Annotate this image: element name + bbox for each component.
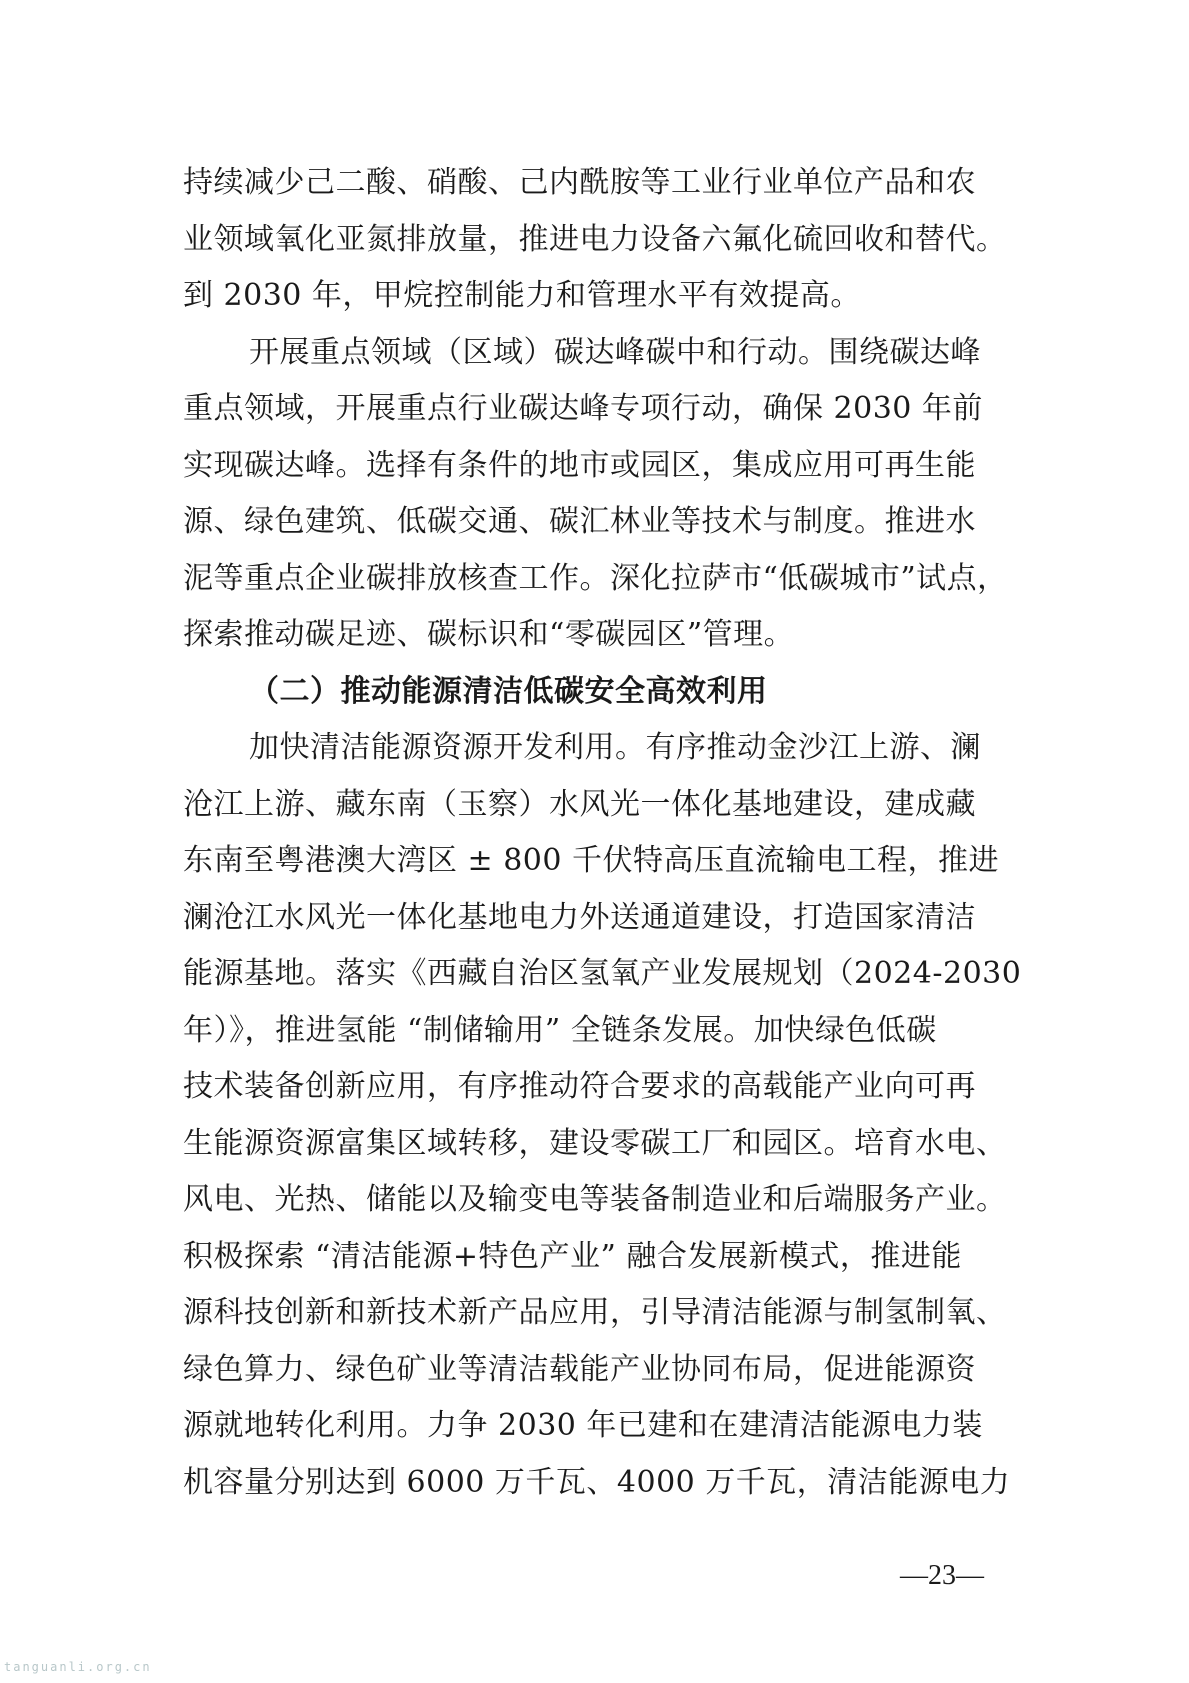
text-line: 探索推动碳足迹、碳标识和“零碳园区”管理。 (183, 617, 795, 652)
page-number: —23— (900, 1560, 984, 1591)
text-line: 重点领域，开展重点行业碳达峰专项行动，确保 2030 年前 (183, 391, 983, 426)
text-line: 源就地转化利用。力争 2030 年已建和在建清洁能源电力装 (183, 1408, 983, 1443)
text-line: 绿色算力、绿色矿业等清洁载能产业协同布局，促进能源资 (183, 1351, 976, 1387)
text-line: 技术装备创新应用，有序推动符合要求的高载能产业向可再 (183, 1069, 976, 1104)
body-text (183, 155, 1022, 1511)
text-line: 年）》，推进氢能 “制储输用” 全链条发展。加快绿色低碳 (183, 1012, 937, 1048)
text-line: 沧江上游、藏东南（玉察）水风光一体化基地建设，建成藏 (183, 786, 976, 822)
text-line: 风电、光热、储能以及输变电等装备制造业和后端服务产业。 (183, 1182, 1007, 1217)
watermark: tanguanli.org.cn (4, 1660, 152, 1674)
text-line: 源科技创新和新技术新产品应用，引导清洁能源与制氢制氧、 (183, 1295, 1007, 1330)
text-line: 东南至粤港澳大湾区 ± 800 千伏特高压直流输电工程，推进 (183, 843, 1000, 878)
text-line: 持续减少己二酸、硝酸、己内酰胺等工业行业单位产品和农 (183, 165, 976, 200)
text-line: 开展重点领域（区域）碳达峰碳中和行动。围绕碳达峰 (249, 334, 981, 370)
text-line: 机容量分别达到 6000 万千瓦、4000 万千瓦，清洁能源电力 (183, 1464, 1011, 1500)
text-line: 能源基地。落实《西藏自治区氢氧产业发展规划（2024-2030 (183, 956, 1022, 991)
text-line: 业领域氧化亚氮排放量，推进电力设备六氟化硫回收和替代。 (183, 221, 1007, 257)
text-line: 澜沧江水风光一体化基地电力外送通道建设，打造国家清洁 (183, 899, 976, 935)
text-line: 泥等重点企业碳排放核查工作。深化拉萨市“低碳城市”试点， (183, 560, 1008, 596)
text-line: 源、绿色建筑、低碳交通、碳汇林业等技术与制度。推进水 (183, 504, 976, 539)
text-line: 生能源资源富集区域转移，建设零碳工厂和园区。培育水电、 (183, 1125, 1007, 1161)
text-line: 实现碳达峰。选择有条件的地市或园区，集成应用可再生能 (183, 447, 976, 483)
section-heading: （二）推动能源清洁低碳安全高效利用 (249, 673, 768, 709)
text-line: 到 2030 年，甲烷控制能力和管理水平有效提高。 (183, 278, 861, 313)
text-line: 积极探索 “清洁能源+特色产业” 融合发展新模式，推进能 (183, 1238, 962, 1274)
text-line: 加快清洁能源资源开发利用。有序推动金沙江上游、澜 (249, 730, 981, 765)
